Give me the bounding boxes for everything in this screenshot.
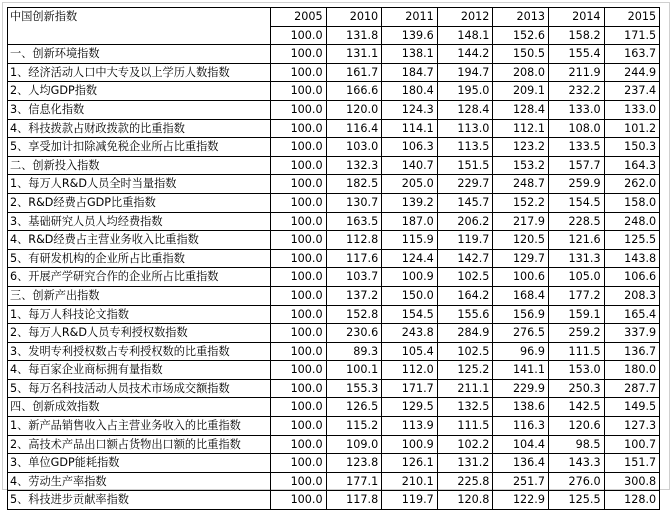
row-value[interactable]: 206.2 <box>437 212 493 231</box>
row-value[interactable]: 100.0 <box>271 361 327 380</box>
row-value[interactable]: 208.3 <box>604 286 660 305</box>
row-value[interactable]: 126.1 <box>382 454 438 473</box>
row-value[interactable]: 163.5 <box>326 212 382 231</box>
row-value[interactable]: 184.7 <box>382 63 438 82</box>
row-value[interactable]: 276.0 <box>548 472 604 491</box>
row-value[interactable]: 210.1 <box>382 472 438 491</box>
row-value[interactable]: 111.5 <box>548 342 604 361</box>
row-value[interactable]: 100.0 <box>271 491 327 510</box>
row-value[interactable]: 100.0 <box>271 138 327 157</box>
table-row <box>8 361 660 380</box>
row-value[interactable]: 211.1 <box>437 379 493 398</box>
row-value[interactable]: 276.5 <box>493 324 549 343</box>
row-label[interactable]: 3、发明专利授权数占专利授权数的比重指数 <box>8 342 271 361</box>
row-value[interactable]: 112.0 <box>382 361 438 380</box>
row-value[interactable]: 89.3 <box>326 342 382 361</box>
row-value[interactable]: 171.7 <box>382 379 438 398</box>
row-value[interactable]: 100.0 <box>271 100 327 119</box>
row-value[interactable]: 133.0 <box>548 100 604 119</box>
row-value[interactable]: 139.2 <box>382 193 438 212</box>
row-value[interactable]: 230.6 <box>326 324 382 343</box>
row-label[interactable]: 4、R&D经费占主营业务收入比重指数 <box>8 231 271 250</box>
row-value[interactable]: 100.1 <box>326 361 382 380</box>
row-value[interactable]: 211.9 <box>548 63 604 82</box>
row-value[interactable]: 337.9 <box>604 324 660 343</box>
table-row <box>8 193 660 212</box>
row-value[interactable]: 143.3 <box>548 454 604 473</box>
table-row <box>8 286 660 305</box>
row-value[interactable]: 132.5 <box>437 398 493 417</box>
row-value[interactable]: 105.4 <box>382 342 438 361</box>
row-value[interactable]: 153.0 <box>548 361 604 380</box>
row-value[interactable]: 124.3 <box>382 100 438 119</box>
row-value[interactable]: 187.0 <box>382 212 438 231</box>
year-header[interactable]: 2010 <box>326 8 382 27</box>
row-value[interactable]: 156.9 <box>493 305 549 324</box>
innovation-index-table <box>7 7 660 510</box>
row-label[interactable]: 3、信息化指数 <box>8 100 271 119</box>
row-value[interactable]: 180.4 <box>382 82 438 101</box>
year-header[interactable]: 2014 <box>548 8 604 27</box>
row-value[interactable]: 124.4 <box>382 249 438 268</box>
row-value[interactable]: 144.2 <box>437 45 493 64</box>
overall-value[interactable]: 100.0 <box>271 26 327 45</box>
table-row <box>8 324 660 343</box>
row-value[interactable]: 154.5 <box>382 305 438 324</box>
row-value[interactable]: 136.4 <box>493 454 549 473</box>
row-value[interactable]: 142.7 <box>437 249 493 268</box>
row-label[interactable]: 1、经济活动人口中大专及以上学历人数指数 <box>8 63 271 82</box>
row-value[interactable]: 180.0 <box>604 361 660 380</box>
row-value[interactable]: 98.5 <box>548 435 604 454</box>
row-value[interactable]: 122.9 <box>493 491 549 510</box>
row-value[interactable]: 284.9 <box>437 324 493 343</box>
row-value[interactable]: 100.0 <box>271 268 327 287</box>
row-value[interactable]: 287.7 <box>604 379 660 398</box>
row-value[interactable]: 154.5 <box>548 193 604 212</box>
row-value[interactable]: 132.3 <box>326 156 382 175</box>
row-value[interactable]: 250.3 <box>548 379 604 398</box>
overall-value[interactable]: 139.6 <box>382 26 438 45</box>
table-row <box>8 305 660 324</box>
row-value[interactable]: 100.0 <box>271 249 327 268</box>
row-value[interactable]: 177.2 <box>548 286 604 305</box>
row-label[interactable]: 4、科技拨款占财政拨款的比重指数 <box>8 119 271 138</box>
row-value[interactable]: 116.4 <box>326 119 382 138</box>
table-row <box>8 472 660 491</box>
row-label[interactable]: 2、每万人R&D人员专利授权数指数 <box>8 324 271 343</box>
row-value[interactable]: 116.3 <box>493 417 549 436</box>
row-value[interactable]: 182.5 <box>326 175 382 194</box>
row-value[interactable]: 100.0 <box>271 417 327 436</box>
row-value[interactable]: 105.0 <box>548 268 604 287</box>
table-row <box>8 435 660 454</box>
table-row <box>8 268 660 287</box>
row-value[interactable]: 225.8 <box>437 472 493 491</box>
row-value[interactable]: 131.1 <box>326 45 382 64</box>
row-value[interactable]: 130.7 <box>326 193 382 212</box>
row-value[interactable]: 129.7 <box>493 249 549 268</box>
row-value[interactable]: 159.1 <box>548 305 604 324</box>
row-value[interactable]: 128.4 <box>493 100 549 119</box>
row-value[interactable]: 108.0 <box>548 119 604 138</box>
row-label[interactable]: 2、人均GDP指数 <box>8 82 271 101</box>
row-value[interactable]: 157.7 <box>548 156 604 175</box>
row-value[interactable]: 133.0 <box>604 100 660 119</box>
row-value[interactable]: 229.9 <box>493 379 549 398</box>
row-value[interactable]: 103.0 <box>326 138 382 157</box>
row-value[interactable]: 161.7 <box>326 63 382 82</box>
row-value[interactable]: 164.2 <box>437 286 493 305</box>
year-header[interactable]: 2005 <box>271 8 327 27</box>
row-value[interactable]: 120.8 <box>437 491 493 510</box>
row-label[interactable]: 5、享受加计扣除减免税企业所占比重指数 <box>8 138 271 157</box>
row-label[interactable]: 5、每万名科技活动人员技术市场成交额指数 <box>8 379 271 398</box>
row-label[interactable]: 一、创新环境指数 <box>8 45 271 64</box>
row-value[interactable]: 149.5 <box>604 398 660 417</box>
row-value[interactable]: 163.7 <box>604 45 660 64</box>
row-label[interactable]: 1、新产品销售收入占主营业务收入的比重指数 <box>8 417 271 436</box>
row-value[interactable]: 109.0 <box>326 435 382 454</box>
row-value[interactable]: 244.9 <box>604 63 660 82</box>
row-label[interactable]: 5、科技进步贡献率指数 <box>8 491 271 510</box>
row-value[interactable]: 114.1 <box>382 119 438 138</box>
row-label[interactable]: 4、劳动生产率指数 <box>8 472 271 491</box>
row-value[interactable]: 131.3 <box>548 249 604 268</box>
row-value[interactable]: 96.9 <box>493 342 549 361</box>
row-value[interactable]: 251.7 <box>493 472 549 491</box>
row-value[interactable]: 248.7 <box>493 175 549 194</box>
row-value[interactable]: 100.9 <box>382 435 438 454</box>
row-value[interactable]: 129.5 <box>382 398 438 417</box>
row-value[interactable]: 100.0 <box>271 379 327 398</box>
row-value[interactable]: 102.5 <box>437 268 493 287</box>
row-value[interactable]: 151.7 <box>604 454 660 473</box>
row-value[interactable]: 103.7 <box>326 268 382 287</box>
table-row <box>8 156 660 175</box>
row-value[interactable]: 158.0 <box>604 193 660 212</box>
row-value[interactable]: 168.4 <box>493 286 549 305</box>
row-value[interactable]: 137.2 <box>326 286 382 305</box>
row-label[interactable]: 3、单位GDP能耗指数 <box>8 454 271 473</box>
row-value[interactable]: 248.0 <box>604 212 660 231</box>
row-value[interactable]: 121.6 <box>548 231 604 250</box>
row-value[interactable]: 100.0 <box>271 63 327 82</box>
row-value[interactable]: 106.3 <box>382 138 438 157</box>
table-row <box>8 491 660 510</box>
row-value[interactable]: 243.8 <box>382 324 438 343</box>
row-value[interactable]: 300.8 <box>604 472 660 491</box>
row-value[interactable]: 140.7 <box>382 156 438 175</box>
row-value[interactable]: 237.4 <box>604 82 660 101</box>
row-value[interactable]: 165.4 <box>604 305 660 324</box>
row-value[interactable]: 127.3 <box>604 417 660 436</box>
row-value[interactable]: 209.1 <box>493 82 549 101</box>
table-row <box>8 398 660 417</box>
row-value[interactable]: 117.8 <box>326 491 382 510</box>
row-value[interactable]: 119.7 <box>437 231 493 250</box>
row-value[interactable]: 138.1 <box>382 45 438 64</box>
table-row <box>8 175 660 194</box>
row-value[interactable]: 125.5 <box>604 231 660 250</box>
row-value[interactable]: 120.6 <box>548 417 604 436</box>
row-value[interactable]: 143.8 <box>604 249 660 268</box>
row-value[interactable]: 100.0 <box>271 193 327 212</box>
row-value[interactable]: 152.8 <box>326 305 382 324</box>
row-value[interactable]: 100.0 <box>271 231 327 250</box>
row-value[interactable]: 150.0 <box>382 286 438 305</box>
header-row <box>8 8 660 27</box>
row-value[interactable]: 100.6 <box>493 268 549 287</box>
row-label[interactable]: 1、每万人科技论文指数 <box>8 305 271 324</box>
row-value[interactable]: 111.5 <box>437 417 493 436</box>
row-value[interactable]: 119.7 <box>382 491 438 510</box>
row-label[interactable]: 2、R&D经费占GDP比重指数 <box>8 193 271 212</box>
row-value[interactable]: 123.2 <box>493 138 549 157</box>
row-value[interactable]: 115.2 <box>326 417 382 436</box>
row-value[interactable]: 142.5 <box>548 398 604 417</box>
row-value[interactable]: 208.0 <box>493 63 549 82</box>
row-label[interactable]: 1、每万人R&D人员全时当量指数 <box>8 175 271 194</box>
row-value[interactable]: 150.5 <box>493 45 549 64</box>
row-value[interactable]: 113.9 <box>382 417 438 436</box>
row-value[interactable]: 136.7 <box>604 342 660 361</box>
row-value[interactable]: 100.9 <box>382 268 438 287</box>
row-value[interactable]: 117.6 <box>326 249 382 268</box>
row-value[interactable]: 104.4 <box>493 435 549 454</box>
row-value[interactable]: 166.6 <box>326 82 382 101</box>
row-value[interactable]: 194.7 <box>437 63 493 82</box>
table-row <box>8 342 660 361</box>
row-value[interactable]: 101.2 <box>604 119 660 138</box>
row-value[interactable]: 100.0 <box>271 342 327 361</box>
row-value[interactable]: 145.7 <box>437 193 493 212</box>
row-value[interactable]: 125.2 <box>437 361 493 380</box>
row-value[interactable]: 228.5 <box>548 212 604 231</box>
row-label[interactable]: 三、创新产出指数 <box>8 286 271 305</box>
row-value[interactable]: 100.0 <box>271 82 327 101</box>
row-value[interactable]: 100.0 <box>271 212 327 231</box>
row-value[interactable]: 131.2 <box>437 454 493 473</box>
row-value[interactable]: 150.3 <box>604 138 660 157</box>
row-value[interactable]: 141.1 <box>493 361 549 380</box>
year-header[interactable]: 2012 <box>437 8 493 27</box>
row-value[interactable]: 100.0 <box>271 305 327 324</box>
row-value[interactable]: 152.2 <box>493 193 549 212</box>
row-value[interactable]: 155.6 <box>437 305 493 324</box>
row-value[interactable]: 106.6 <box>604 268 660 287</box>
table-row <box>8 212 660 231</box>
table-row <box>8 100 660 119</box>
row-value[interactable]: 112.1 <box>493 119 549 138</box>
row-value[interactable]: 102.2 <box>437 435 493 454</box>
row-label[interactable]: 3、基础研究人员人均经费指数 <box>8 212 271 231</box>
overall-value[interactable]: 152.6 <box>493 26 549 45</box>
row-label[interactable]: 5、有研发机构的企业所占比重指数 <box>8 249 271 268</box>
row-label[interactable]: 四、创新成效指数 <box>8 398 271 417</box>
table-title[interactable]: 中国创新指数 <box>8 8 271 45</box>
row-value[interactable]: 259.2 <box>548 324 604 343</box>
row-value[interactable]: 100.0 <box>271 398 327 417</box>
year-header[interactable]: 2015 <box>604 8 660 27</box>
row-value[interactable]: 195.0 <box>437 82 493 101</box>
row-value[interactable]: 138.6 <box>493 398 549 417</box>
table-row <box>8 454 660 473</box>
table-row <box>8 119 660 138</box>
row-value[interactable]: 151.5 <box>437 156 493 175</box>
row-label[interactable]: 4、每百家企业商标拥有量指数 <box>8 361 271 380</box>
row-value[interactable]: 113.5 <box>437 138 493 157</box>
row-value[interactable]: 123.8 <box>326 454 382 473</box>
row-value[interactable]: 100.0 <box>271 286 327 305</box>
row-value[interactable]: 133.5 <box>548 138 604 157</box>
row-value[interactable]: 100.0 <box>271 435 327 454</box>
row-label[interactable]: 2、高技术产品出口额占货物出口额的比重指数 <box>8 435 271 454</box>
spreadsheet-sheet <box>2 2 670 507</box>
row-value[interactable]: 100.0 <box>271 45 327 64</box>
table-row <box>8 249 660 268</box>
row-value[interactable]: 100.0 <box>271 156 327 175</box>
row-value[interactable]: 113.0 <box>437 119 493 138</box>
row-value[interactable]: 100.0 <box>271 119 327 138</box>
row-label[interactable]: 6、开展产学研究合作的企业所占比重指数 <box>8 268 271 287</box>
row-value[interactable]: 259.9 <box>548 175 604 194</box>
overall-value[interactable]: 171.5 <box>604 26 660 45</box>
overall-value[interactable]: 158.2 <box>548 26 604 45</box>
table-row <box>8 82 660 101</box>
table-row <box>8 379 660 398</box>
table-row <box>8 417 660 436</box>
year-header[interactable]: 2013 <box>493 8 549 27</box>
row-label[interactable]: 二、创新投入指数 <box>8 156 271 175</box>
row-value[interactable]: 217.9 <box>493 212 549 231</box>
table-row <box>8 138 660 157</box>
year-header[interactable]: 2011 <box>382 8 438 27</box>
row-value[interactable]: 155.3 <box>326 379 382 398</box>
table-row <box>8 63 660 82</box>
row-value[interactable]: 128.0 <box>604 491 660 510</box>
row-value[interactable]: 155.4 <box>548 45 604 64</box>
row-value[interactable]: 229.7 <box>437 175 493 194</box>
row-value[interactable]: 100.7 <box>604 435 660 454</box>
table-row <box>8 45 660 64</box>
row-value[interactable]: 125.5 <box>548 491 604 510</box>
row-value[interactable]: 120.5 <box>493 231 549 250</box>
row-value[interactable]: 100.0 <box>271 472 327 491</box>
table-row <box>8 231 660 250</box>
overall-value[interactable]: 148.1 <box>437 26 493 45</box>
row-value[interactable]: 177.1 <box>326 472 382 491</box>
row-value[interactable]: 126.5 <box>326 398 382 417</box>
row-value[interactable]: 102.5 <box>437 342 493 361</box>
overall-value[interactable]: 131.8 <box>326 26 382 45</box>
row-value[interactable]: 112.8 <box>326 231 382 250</box>
row-value[interactable]: 153.2 <box>493 156 549 175</box>
row-value[interactable]: 232.2 <box>548 82 604 101</box>
row-value[interactable]: 164.3 <box>604 156 660 175</box>
row-value[interactable]: 262.0 <box>604 175 660 194</box>
row-value[interactable]: 120.0 <box>326 100 382 119</box>
row-value[interactable]: 115.9 <box>382 231 438 250</box>
row-value[interactable]: 205.0 <box>382 175 438 194</box>
row-value[interactable]: 128.4 <box>437 100 493 119</box>
row-value[interactable]: 100.0 <box>271 324 327 343</box>
row-value[interactable]: 100.0 <box>271 175 327 194</box>
row-value[interactable]: 100.0 <box>271 454 327 473</box>
